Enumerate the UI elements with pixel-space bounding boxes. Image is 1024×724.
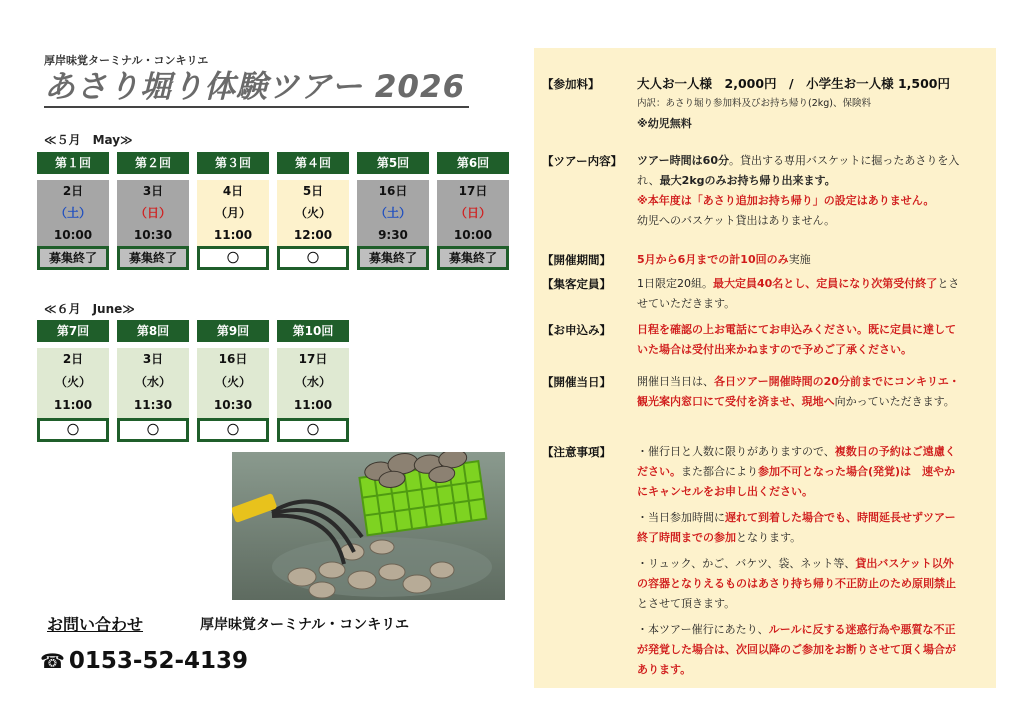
session-may-5 xyxy=(357,152,429,270)
info-panel xyxy=(534,48,996,688)
event-day-text-1: 開催日当日は、 xyxy=(637,375,714,388)
session-may-1 xyxy=(37,152,109,270)
apply-text-2: いた場合は受付出来かねますので予めご了承ください。 xyxy=(637,343,912,356)
session-details xyxy=(117,348,189,418)
apply-text-1: 日程を確認の上お電話にてお申込みください。既に定員に達して xyxy=(637,323,956,336)
fee-infant: ※幼児無料 xyxy=(637,117,692,130)
tour-infant-note: 幼児へのバスケット貸出はありません。 xyxy=(637,214,836,227)
session-status: 募集終了 xyxy=(437,246,509,270)
session-time: 10:30 xyxy=(213,398,253,412)
session-date: 3日 xyxy=(142,352,164,366)
organizer-subtitle: 厚岸味覚ターミナル・コンキリエ xyxy=(44,54,209,67)
session-weekday: （日） xyxy=(454,206,491,220)
session-round: 第１回 xyxy=(37,152,109,174)
session-date: 2日 xyxy=(62,184,84,198)
session-status[interactable]: 〇 xyxy=(277,246,349,270)
session-may-6 xyxy=(437,152,509,270)
session-round: 第9回 xyxy=(197,320,269,342)
session-june-4 xyxy=(277,320,349,442)
session-weekday: （日） xyxy=(134,206,171,220)
note-4-text-b: ルールに反する迷惑行為や悪質な不正 xyxy=(768,623,956,636)
capacity-daily: 1日限定20組。 xyxy=(637,277,713,290)
clam-digging-photo xyxy=(232,452,505,600)
session-date: 4日 xyxy=(222,184,244,198)
session-details xyxy=(277,180,349,246)
note-2-text-d: となります。 xyxy=(736,531,802,544)
session-time: 11:30 xyxy=(133,398,173,412)
session-round: 第４回 xyxy=(277,152,349,174)
session-status: 募集終了 xyxy=(357,246,429,270)
note-1-text-b: 複数日の予約はご遠慮く xyxy=(834,445,956,458)
note-2-text-b: 遅れて到着した場合でも、時間延長せずツアー xyxy=(725,511,956,524)
tour-no-extra: ※本年度は「あさり追加お持ち帰り」の設定はありません。 xyxy=(637,194,935,207)
note-1-text-a: ・催行日と人数に限りがありますので、 xyxy=(637,445,835,458)
note-3-text-a: ・リュック、かご、バケツ、袋、ネット等、 xyxy=(637,557,856,570)
session-june-1 xyxy=(37,320,109,442)
session-details xyxy=(197,348,269,418)
session-time: 10:00 xyxy=(53,228,93,242)
session-weekday: （火） xyxy=(294,206,331,220)
session-weekday: （火） xyxy=(214,375,251,389)
note-3-text-b: 貸出バスケット以外 xyxy=(855,557,954,570)
contact-name: 厚岸味覚ターミナル・コンキリエ xyxy=(200,617,410,633)
session-round: 第5回 xyxy=(357,152,429,174)
session-time: 11:00 xyxy=(293,398,333,412)
session-may-3 xyxy=(197,152,269,270)
session-status[interactable]: 〇 xyxy=(197,418,269,442)
month-label-june: ≪６月 June≫ xyxy=(44,302,135,316)
event-day-label: 【開催当日】 xyxy=(542,375,611,389)
session-details xyxy=(37,180,109,246)
apply-label: 【お申込み】 xyxy=(542,323,611,337)
session-time: 11:00 xyxy=(53,398,93,412)
session-status[interactable]: 〇 xyxy=(117,418,189,442)
note-2-text-a: ・当日参加時間に xyxy=(637,511,725,524)
capacity-text-1: とさ xyxy=(937,277,960,290)
session-details xyxy=(437,180,509,246)
note-1-text-c: ださい。 xyxy=(637,465,681,478)
session-weekday: （土） xyxy=(374,206,411,220)
capacity-text-2: せていただきます。 xyxy=(637,297,736,310)
note-3-text-d: とさせて頂きます。 xyxy=(637,597,736,610)
note-4-text-d: あります。 xyxy=(637,663,692,676)
telephone-icon: ☎ xyxy=(40,649,65,673)
session-round: 第7回 xyxy=(37,320,109,342)
session-time: 10:30 xyxy=(133,228,173,242)
session-date: 16日 xyxy=(378,184,408,198)
session-may-2 xyxy=(117,152,189,270)
event-day-deadline: 各日ツアー開催時間の20分前までにコンキリエ・ xyxy=(714,375,960,388)
session-details xyxy=(277,348,349,418)
session-round: 第３回 xyxy=(197,152,269,174)
tour-max-take: 最大2kgのみお持ち帰り出来ます。 xyxy=(659,174,836,187)
period-label: 【開催期間】 xyxy=(542,253,611,267)
session-status[interactable]: 〇 xyxy=(197,246,269,270)
session-time: 12:00 xyxy=(293,228,333,242)
session-may-4 xyxy=(277,152,349,270)
event-day-counter: 観光案内窓口にて受付を済ませ、現地へ xyxy=(637,395,835,408)
note-4-text-a: ・本ツアー催行にあたり、 xyxy=(637,623,769,636)
capacity-label: 【集客定員】 xyxy=(542,277,611,291)
contact-label: お問い合わせ xyxy=(47,615,144,634)
notes-label: 【注意事項】 xyxy=(542,445,611,459)
session-round: 第8回 xyxy=(117,320,189,342)
session-details xyxy=(197,180,269,246)
session-status[interactable]: 〇 xyxy=(37,418,109,442)
session-weekday: （月） xyxy=(214,206,251,220)
session-round: 第6回 xyxy=(437,152,509,174)
session-status: 募集終了 xyxy=(37,246,109,270)
fee-main: 大人お一人様 2,000円 / 小学生お一人様 1,500円 xyxy=(637,76,950,91)
fee-breakdown: 内訳：あさり堀り参加料及びお持ち帰り(2kg)、保険料 xyxy=(637,98,871,109)
tour-text-2: れ、 xyxy=(637,174,660,187)
session-date: 2日 xyxy=(62,352,84,366)
session-round: 第10回 xyxy=(277,320,349,342)
tour-duration: ツアー時間は60分 xyxy=(637,154,729,167)
session-time: 9:30 xyxy=(378,228,408,242)
note-2-text-c: 終了時間までの参加 xyxy=(637,531,736,544)
session-weekday: （水） xyxy=(134,375,171,389)
session-time: 10:00 xyxy=(453,228,493,242)
session-date: 3日 xyxy=(142,184,164,198)
session-date: 5日 xyxy=(302,184,324,198)
session-june-3 xyxy=(197,320,269,442)
session-details xyxy=(37,348,109,418)
tour-text-1: 。貸出する専用バスケットに掘ったあさりを入 xyxy=(728,154,960,167)
phone-number-text: 0153-52-4139 xyxy=(68,648,249,674)
fee-label: 【参加料】 xyxy=(542,77,600,91)
session-june-2 xyxy=(117,320,189,442)
session-details xyxy=(357,180,429,246)
session-weekday: （火） xyxy=(54,375,91,389)
phone-number[interactable] xyxy=(40,648,248,674)
session-date: 17日 xyxy=(298,352,328,366)
period-text: 5月から6月までの計10回のみ xyxy=(637,253,789,266)
session-time: 11:00 xyxy=(213,228,253,242)
tour-label: 【ツアー内容】 xyxy=(542,154,623,168)
note-1-text-f: にキャンセルをお申し出ください。 xyxy=(637,485,813,498)
session-status[interactable]: 〇 xyxy=(277,418,349,442)
session-status: 募集終了 xyxy=(117,246,189,270)
note-4-text-c: が発覚した場合は、次回以降のご参加をお断りさせて頂く場合が xyxy=(637,643,956,656)
session-date: 16日 xyxy=(218,352,248,366)
note-3-text-c: の容器となりえるものはあさり持ち帰り不正防止のため原則禁止 xyxy=(637,577,956,590)
session-details xyxy=(117,180,189,246)
session-date: 17日 xyxy=(458,184,488,198)
period-suffix: 実施 xyxy=(788,253,811,266)
page-title: あさり堀り体験ツアー 2026 xyxy=(44,68,469,108)
note-1-text-d: また都合により xyxy=(681,465,758,478)
note-1-text-e: 参加不可となった場合(発覚)は 速やか xyxy=(758,465,956,478)
capacity-max: 最大定員40名とし、定員になり次第受付終了 xyxy=(713,277,938,290)
session-weekday: （水） xyxy=(294,375,331,389)
month-label-may: ≪５月 May≫ xyxy=(44,133,133,147)
event-day-text-2: 向かっていただきます。 xyxy=(834,395,955,408)
session-weekday: （土） xyxy=(54,206,91,220)
session-round: 第２回 xyxy=(117,152,189,174)
